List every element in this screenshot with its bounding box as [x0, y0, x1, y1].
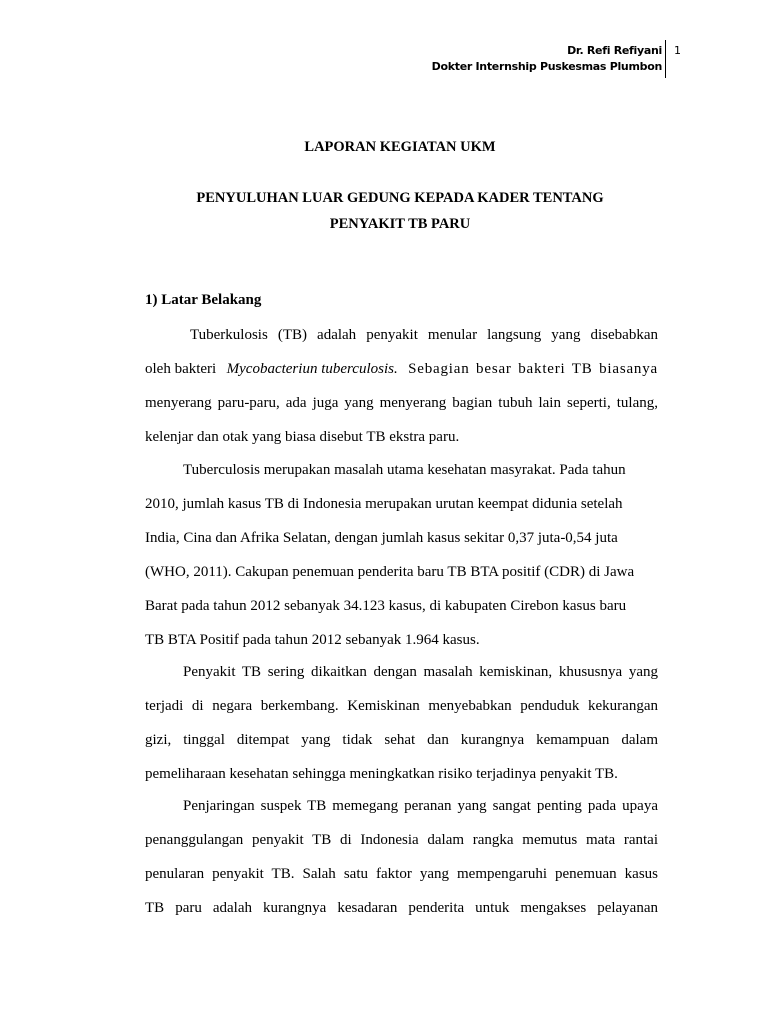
body-line: penanggulangan penyakit TB di Indonesia dalam rangka memutus mata rantai — [145, 832, 658, 848]
section-heading: 1) Latar Belakang — [145, 292, 262, 308]
body-line: Barat pada tahun 2012 sebanyak 34.123 kasus, di kabupaten Cirebon kasus baru — [145, 598, 627, 614]
header-author: Dr. Refi Refiyani — [567, 44, 662, 57]
body-line: (WHO, 2011). Cakupan penemuan penderita baru TB BTA positif (CDR) di Jawa — [145, 564, 635, 580]
body-line: gizi, tinggal ditempat yang tidak sehat dan kurangnya kemampuan dalam — [145, 732, 658, 748]
body-line: Penjaringan suspek TB memegang peranan yang sangat penting pada upaya — [183, 798, 658, 814]
body-text: oleh bakteri — [145, 361, 217, 377]
report-subtitle-2: PENYAKIT TB PARU — [329, 216, 471, 232]
body-line: Penyakit TB sering dikaitkan dengan masalah kemiskinan, khususnya yang — [183, 664, 658, 680]
body-line — [145, 360, 658, 378]
page-number: 1 — [674, 44, 681, 57]
species-name: Mycobacteriun tuberculosis. — [226, 361, 398, 377]
body-line: Tuberkulosis (TB) adalah penyakit menular langsung yang disebabkan — [190, 327, 658, 343]
body-text: Sebagian besar bakteri TB biasanya — [408, 361, 658, 377]
header-divider — [665, 40, 666, 78]
body-line: terjadi di negara berkembang. Kemiskinan menyebabkan penduduk kekurangan — [145, 698, 658, 714]
body-line: India, Cina dan Afrika Selatan, dengan jumlah kasus sekitar 0,37 juta-0,54 juta — [145, 530, 618, 546]
body-line: Tuberculosis merupakan masalah utama kesehatan masyrakat. Pada tahun — [183, 462, 626, 478]
body-line: TB paru adalah kurangnya kesadaran penderita untuk mengakses pelayanan — [145, 900, 658, 916]
body-line: pemeliharaan kesehatan sehingga meningkatkan risiko terjadinya penyakit TB. — [145, 766, 618, 782]
report-title: LAPORAN KEGIATAN UKM — [304, 139, 496, 155]
body-line: kelenjar dan otak yang biasa disebut TB ekstra paru. — [145, 429, 460, 445]
body-line: menyerang paru-paru, ada juga yang menyerang bagian tubuh lain seperti, tulang, — [145, 395, 658, 411]
body-line: penularan penyakit TB. Salah satu faktor yang mempengaruhi penemuan kasus — [145, 866, 658, 882]
report-subtitle-1: PENYULUHAN LUAR GEDUNG KEPADA KADER TENTANG — [196, 190, 604, 206]
body-line: TB BTA Positif pada tahun 2012 sebanyak 1.964 kasus. — [145, 632, 480, 648]
body-line: 2010, jumlah kasus TB di Indonesia merupakan urutan keempat didunia setelah — [145, 496, 623, 512]
header-affiliation: Dokter Internship Puskesmas Plumbon — [431, 60, 662, 73]
